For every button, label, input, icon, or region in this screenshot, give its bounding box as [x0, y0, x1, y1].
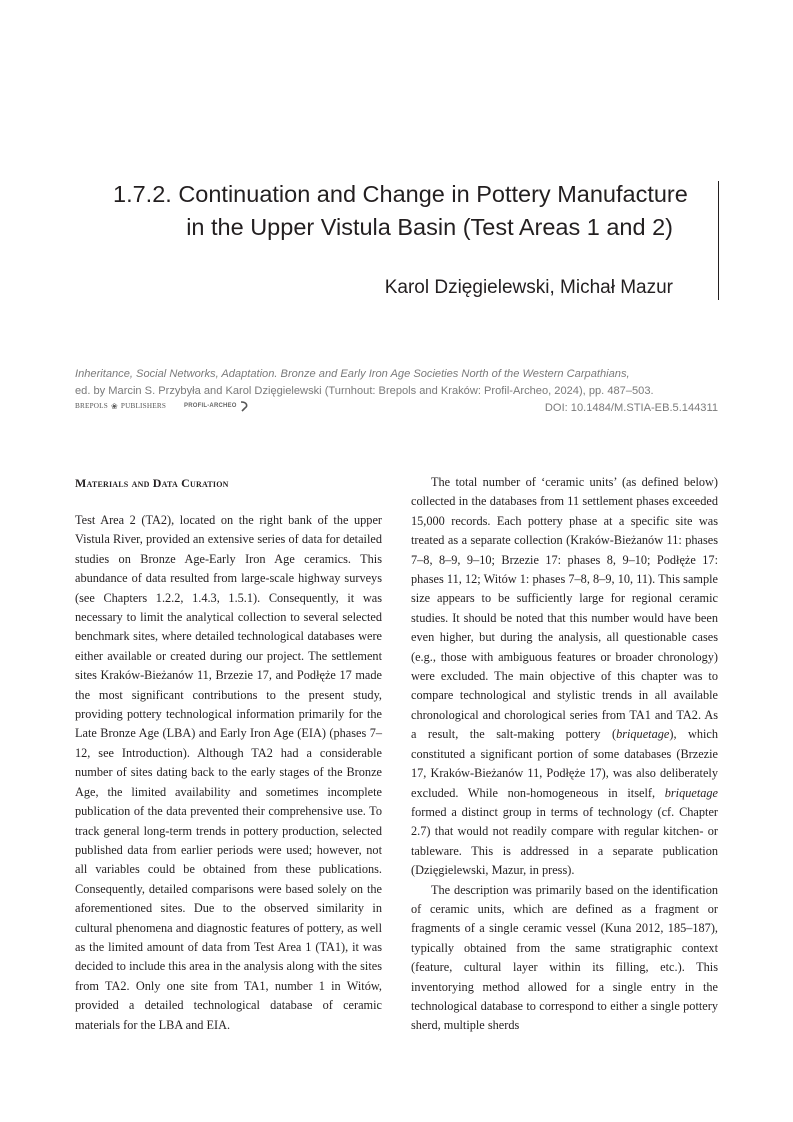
right-column — [411, 473, 718, 1036]
brepols-name: BREPOLS — [75, 402, 108, 410]
chapter-title — [113, 178, 688, 244]
chapter-title-line-2: in the Upper Vistula Basin (Test Areas 1 and 2) — [186, 214, 673, 240]
publisher-logos — [75, 400, 249, 412]
right-paragraph-1-part-c: formed a distinct group in terms of technology (cf. Chapter 2.7) that would not readily compare with regular kitchen- or tableware. This is addressed in a separate publication (Dzięgielewski, Mazur, in press). — [411, 804, 718, 878]
left-paragraph-1: Test Area 2 (TA2), located on the right bank of the upper Vistula River, provided an extensive series of data for detailed studies on Bronze Age-Early Iron Age ceramics. This abundance of data resulted from large-scale highway surveys (see Chapters 1.2.2, 1.4.3, 1.5.1). Consequently, it was necessary to limit the analytical collection to several selected benchmark sites, where detailed technological databases were either available or created during our project. The settlement sites Kraków-Bieżanów 11, Brzezie 17, and Podłęże 17 made the most significant contributions to the present study, providing pottery technological information primarily for the Late Bronze Age (LBA) and Early Iron Age (EIA) (phases 7–12, see Introduction). Although TA2 had a considerable number of sites dating back to the early stages of the Bronze Age, the limited availability and sometimes incomplete publication of the data prevented their comprehensive use. To track general long-term trends in pottery production, selected published data from earlier periods were used; however, not all variables could be obtained from these publications. Consequently, detailed comparisons were based solely on the aforementioned sites. Due to the observed similarity in cultural phenomena and diagnostic features of pottery, as well as the limited amount of data from Test Area 1 (TA1), it was decided to include this area in the analysis along with the sites from TA2. Only one site from TA1, number 1 in Witów, provided a detailed technological database of ceramic materials for the LBA and EIA. — [75, 513, 382, 1032]
right-paragraph-1-part-a: The total number of ‘ceramic units’ (as defined below) collected in the databases from 11 settlement phases exceeded 15,000 records. Each pottery phase at a specific site was treated as a separate collection (Kraków-Bieżanów 11: phases 7–8, 8–9, 9–10; Brzezie 17: phases 8, 9–10; Podłęże 17: phases 11, 12; Witów 1: phases 7–8, 8–9, 10, 11). This sample size appears to be sufficiently large for regional ceramic studies. It should be noted that this number would have been even higher, but during the analysis, all questionable cases (e.g., those with ambiguous features or broader chronology) were excluded. The main objective of this chapter was to compare technological and stylistic trends in all available chronological and chorological series from TA1 and TA2. As a result, the salt-making pottery ( — [411, 475, 718, 742]
right-paragraph-2: The description was primarily based on the identification of ceramic units, which are defined as a fragment or fragments of a single ceramic vessel (Kuna 2012, 185–187), typically obtained from the same stratigraphic context (feature, cultural layer within its filling, etc.). This inventorying method allowed for a single entry in the technological database to correspond to either a single pottery sherd, multiple sherds — [411, 882, 718, 1033]
citation-doi[interactable]: DOI: 10.1484/M.STIA-EB.5.144311 — [544, 402, 718, 414]
title-vertical-rule — [718, 181, 719, 300]
briquetage-term: briquetage — [664, 785, 718, 800]
chapter-authors: Karol Dzięgielewski, Michał Mazur — [384, 277, 673, 298]
brepols-suffix: PUBLISHERS — [120, 402, 167, 410]
brepols-logo — [75, 402, 166, 411]
right-paragraph-1 — [411, 473, 718, 881]
right-paragraph-1-part-b: ), which constituted a significant portion of some databases (Brzezie 17, Kraków-Bieżanów 11, Podłęże 17), was also deliberately excluded. While non-homogeneous in itself, — [411, 727, 719, 800]
brepols-mark-icon: ❀ — [110, 401, 118, 411]
profil-archeo-mark-icon — [239, 401, 249, 412]
left-column — [75, 511, 382, 1035]
section-heading: Materials and Data Curation — [75, 476, 229, 490]
citation-editors: ed. by Marcin S. Przybyła and Karol Dzięgielewski (Turnhout: Brepols and Kraków: Profil-Archeo, 2024), pp. 487–503. — [75, 385, 654, 397]
citation-book-title: Inheritance, Social Networks, Adaptation. Bronze and Early Iron Age Societies North of the Western Carpathians, — [75, 368, 630, 380]
briquetage-term: briquetage — [616, 727, 670, 742]
profil-archeo-name: PROFIL-ARCHEO — [184, 403, 237, 409]
chapter-title-line-1: 1.7.2. Continuation and Change in Pottery Manufacture — [113, 181, 688, 207]
profil-archeo-logo — [184, 401, 249, 412]
